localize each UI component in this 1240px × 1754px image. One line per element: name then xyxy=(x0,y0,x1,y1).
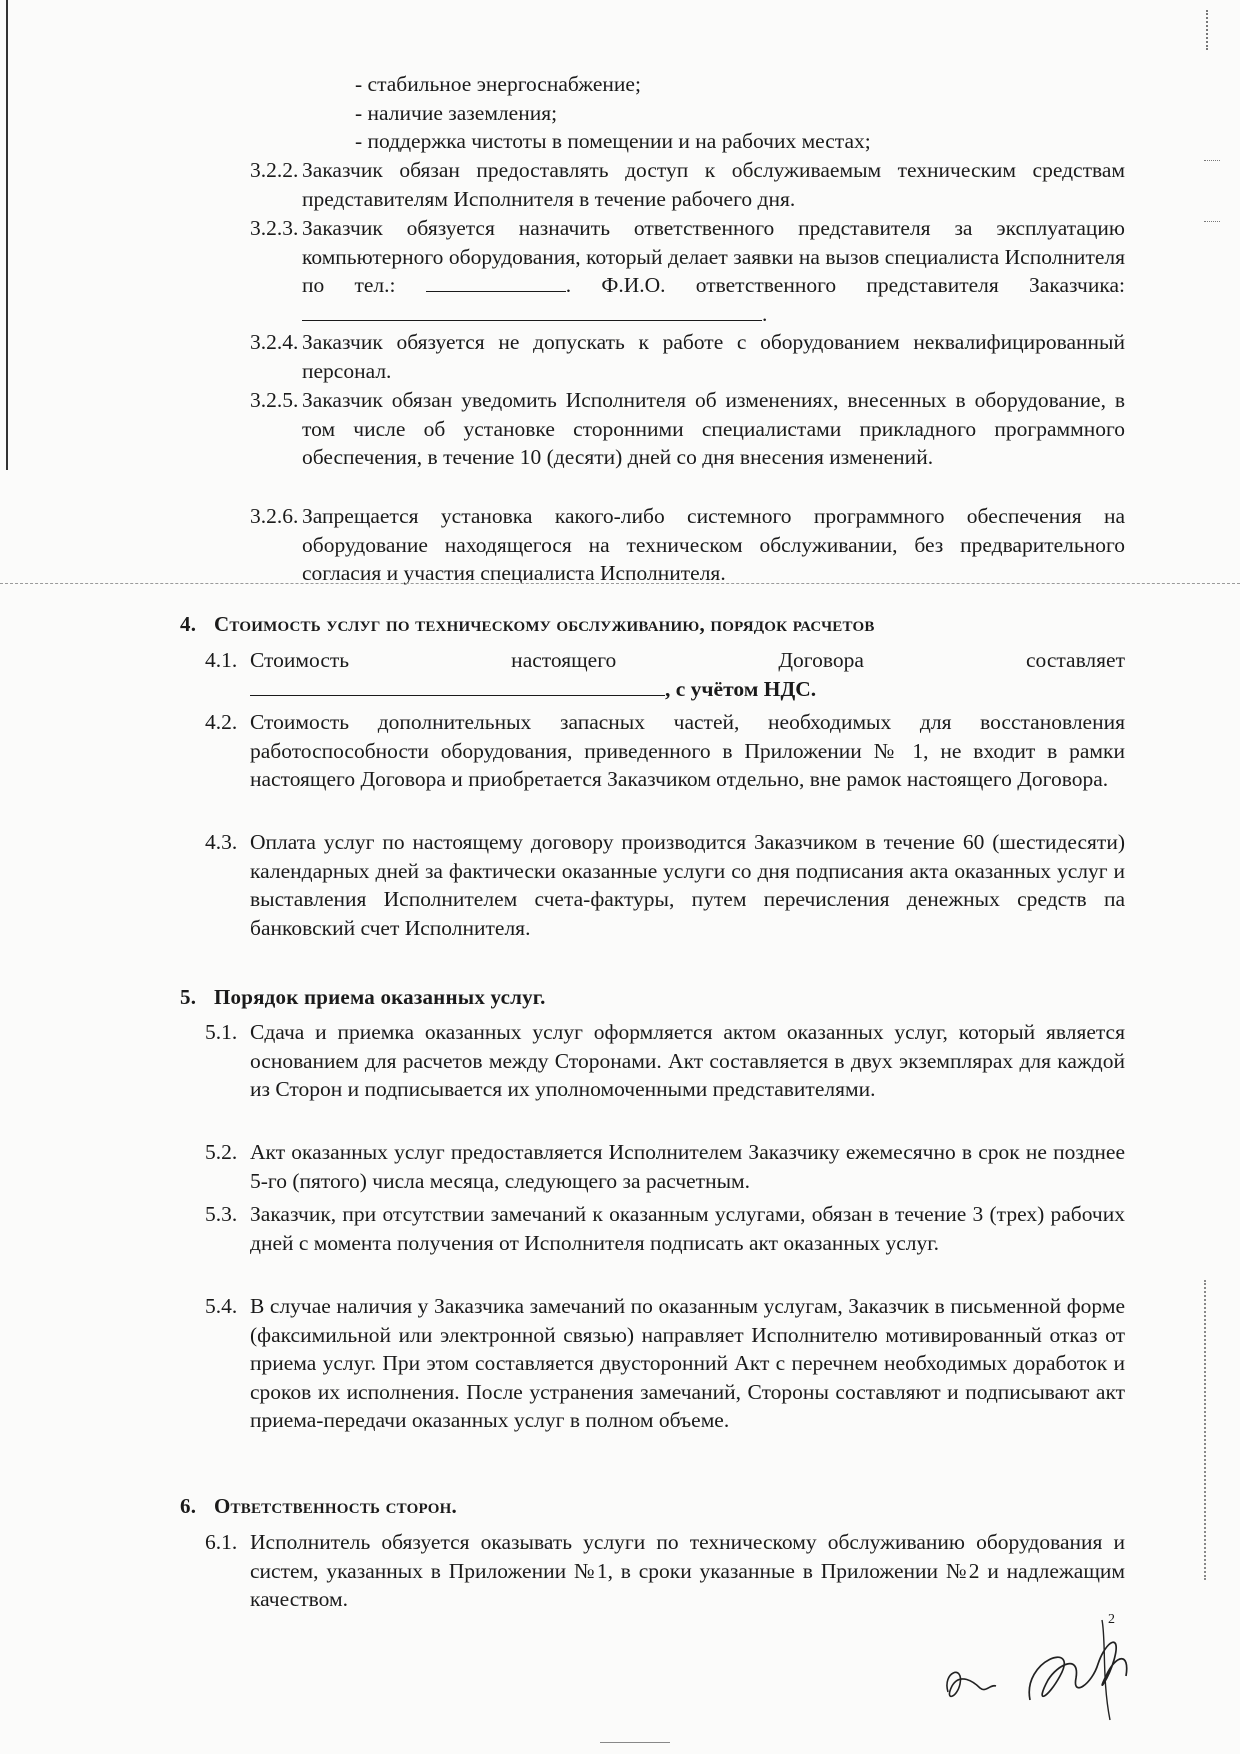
scan-noise xyxy=(1206,10,1222,50)
clause-text: Стоимость дополнительных запасных частей, необходимых для восстановления работоспособности оборудования, приведенного в Приложении № 1, не входит в рамки настоящего Договора и приобретается Заказчиком отдельно, вне рамок настоящего Договора. xyxy=(250,710,1125,791)
clause-text: Оплата услуг по настоящему договору производится Заказчиком в течение 60 (шестидесяти) календарных дней за фактически оказанные услуги со дня подписания акта оказанных услуг и выставления Исполнителем счета-фактуры, путем перечисления денежных средств па банковский счет Исполнителя. xyxy=(250,830,1125,940)
section-number: 6. xyxy=(180,1494,197,1518)
clause-4-3 xyxy=(205,828,1125,942)
price-blank[interactable] xyxy=(250,675,665,696)
clause-number: 5.2. xyxy=(205,1140,238,1164)
clause-number: 4.2. xyxy=(205,710,238,734)
bullet-item: - наличие заземления; xyxy=(355,100,558,125)
section-heading-4 xyxy=(180,612,875,637)
clause-text: Акт оказанных услуг предоставляется Исполнителем Заказчику ежемесячно в срок не позднее 5-го (пятого) числа месяца, следующего за расчетным. xyxy=(250,1140,1125,1193)
clause-text: В случае наличия у Заказчика замечаний по оказанным услугам, Заказчик в письменной форме (факсимильной или электронной связью) направляет Исполнителю мотивированный отказ от приема услуг. При этом составляется двусторонний Акт с перечнем необходимых доработок и сроков их исполнения. После устранения замечаний, Стороны составляют и подписывают акт приема-передачи оказанных услуг в полном объеме. xyxy=(250,1294,1125,1432)
clause-text-part: Заказчик обязуется назначить ответственного представителя за эксплуатацию компьютерного оборудования, который делает заявки на вызов специалиста Исполнителя по тел.: xyxy=(302,216,1125,297)
section-number: 4. xyxy=(180,612,197,636)
signature-image xyxy=(930,1580,1160,1730)
bullet-item: - поддержка чистоты в помещении и на рабочих местах; xyxy=(355,129,871,153)
phone-blank[interactable] xyxy=(426,271,566,292)
clause-text: Стоимость настоящего Договора составляет xyxy=(250,648,1125,672)
clause-text: Запрещается установка какого-либо системного программного обеспечения на оборудование находящегося на техническом обслуживании, без предварительного согласия и участия специалиста Исполнителя. xyxy=(302,504,1125,585)
clause-text: Заказчик обязан предоставлять доступ к обслуживаемым техническим средствам представителям Исполнителя в течение рабочего дня. xyxy=(302,158,1125,211)
section-title: Порядок приема оказанных услуг. xyxy=(214,985,546,1009)
section-title: Стоимость услуг по техническому обслуживанию, порядок расчетов xyxy=(214,612,875,636)
clause-5-1 xyxy=(205,1018,1125,1104)
scan-noise xyxy=(1204,1280,1224,1580)
clause-text: Заказчик, при отсутствии замечаний к оказанным услугами, обязан в течение 3 (трех) рабочих дней с момента получения от Исполнителя подписать акт оказанных услуг. xyxy=(250,1202,1125,1255)
clause-number: 4.3. xyxy=(205,830,238,854)
clause-text xyxy=(302,214,1125,328)
clause-3-2-3 xyxy=(250,214,1125,328)
clause-text: Заказчик обязан уведомить Исполнителя об изменениях, внесенных в оборудование, в том числе об установке сторонними специалистами прикладного программного обеспечения, в течение 10 (десяти) дней со дня внесения изменений. xyxy=(302,388,1125,469)
bullet-list xyxy=(355,70,871,156)
clause-4-2 xyxy=(205,708,1125,794)
section-title: Ответственность сторон. xyxy=(214,1494,457,1518)
clause-text: Исполнитель обязуется оказывать услуги по техническому обслуживанию оборудования и систем, указанных в Приложении №1, в сроки указанные в Приложении №2 и надлежащим качеством. xyxy=(250,1530,1125,1611)
clause-number: 5.1. xyxy=(205,1020,238,1044)
clause-text: Сдача и приемка оказанных услуг оформляется актом оказанных услуг, который является основанием для расчетов между Сторонами. Акт составляется в двух экземплярах для каждой из Сторон и подписывается их уполномоченными представителями. xyxy=(250,1020,1125,1101)
section-heading-6 xyxy=(180,1494,457,1519)
scan-fold-line xyxy=(0,583,1240,584)
clause-3-2-2 xyxy=(250,156,1125,213)
clause-3-2-4 xyxy=(250,328,1125,385)
scan-noise xyxy=(600,1742,670,1743)
vat-note: , с учётом НДС. xyxy=(665,676,817,701)
scan-edge-line xyxy=(6,0,8,470)
representative-name-blank[interactable] xyxy=(302,300,762,321)
section-number: 5. xyxy=(180,985,197,1009)
clause-number: 3.2.3. xyxy=(250,216,299,240)
scan-noise xyxy=(1204,160,1220,222)
page-number: 2 xyxy=(1108,1612,1115,1627)
section-heading-5 xyxy=(180,985,546,1010)
clause-number: 6.1. xyxy=(205,1530,238,1554)
clause-4-1 xyxy=(205,646,1125,703)
clause-number: 3.2.6. xyxy=(250,504,299,528)
clause-number: 5.3. xyxy=(205,1202,238,1226)
price-line xyxy=(250,675,1125,704)
clause-5-4 xyxy=(205,1292,1125,1435)
clause-number: 4.1. xyxy=(205,648,238,672)
bullet-item: - стабильное энергоснабжение; xyxy=(355,72,641,96)
clause-text-part: . Ф.И.О. ответственного представителя Заказчика: xyxy=(565,273,1126,297)
clause-number: 3.2.4. xyxy=(250,330,299,354)
clause-number: 3.2.2. xyxy=(250,158,299,182)
clause-5-2 xyxy=(205,1138,1125,1195)
clause-3-2-6 xyxy=(250,502,1125,588)
clause-text-part: . xyxy=(762,301,768,326)
clause-number: 5.4. xyxy=(205,1294,238,1318)
clause-5-3 xyxy=(205,1200,1125,1257)
clause-number: 3.2.5. xyxy=(250,388,299,412)
clause-text: Заказчик обязуется не допускать к работе с оборудованием неквалифицированный персонал. xyxy=(302,330,1125,383)
clause-3-2-5 xyxy=(250,386,1125,472)
